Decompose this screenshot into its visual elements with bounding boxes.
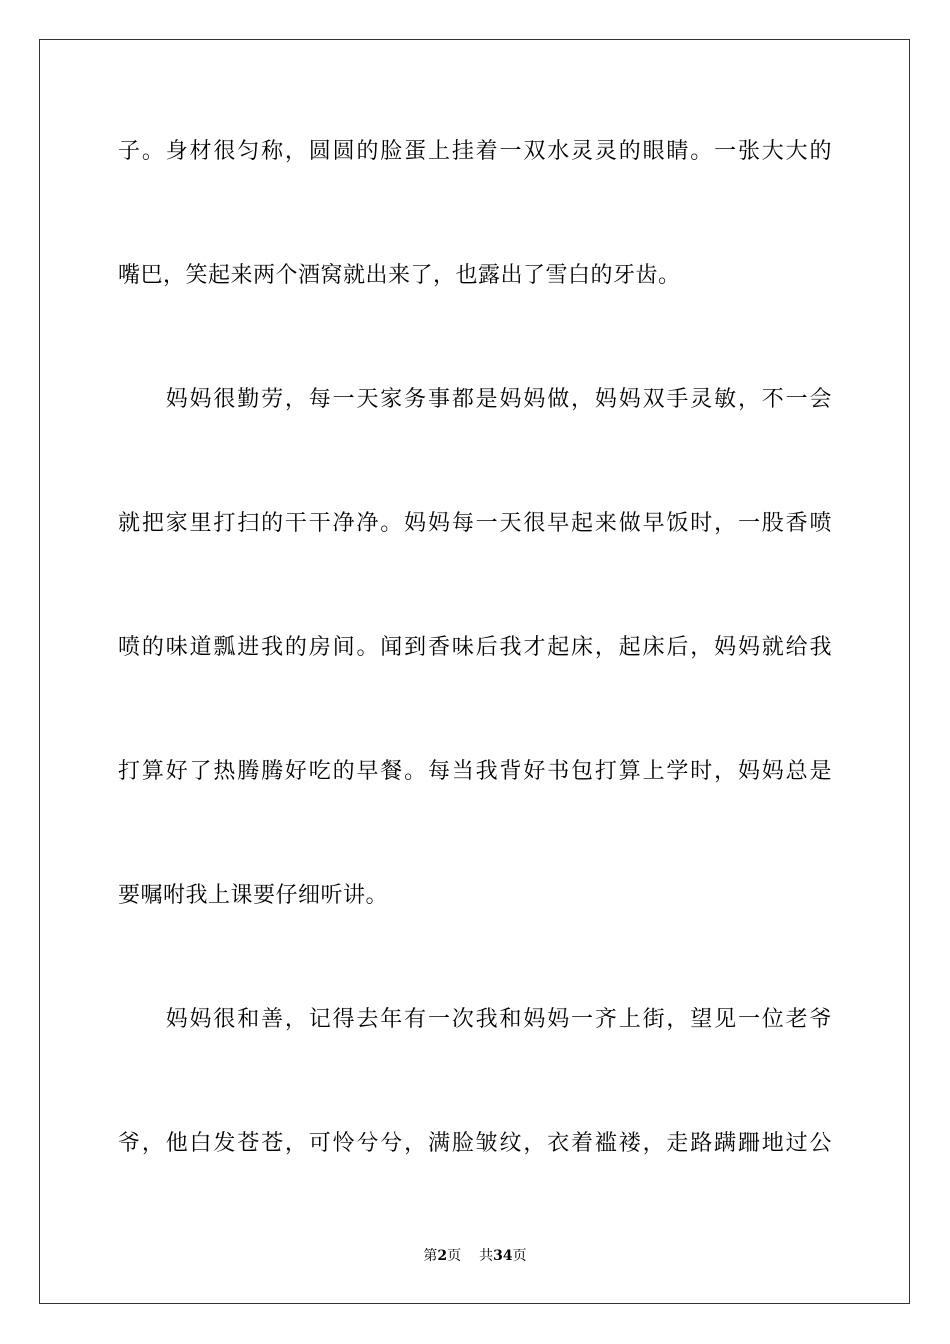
text-line: 打算好了热腾腾好吃的早餐。每当我背好书包打算上学时，妈妈总是 [118,759,832,784]
total-suffix: 页 [512,1248,527,1264]
text-line: 妈妈很和善，记得去年有一次我和妈妈一齐上街，望见一位老爷 [118,1007,832,1032]
text-line: 喷的味道瓢进我的房间。闻到香味后我才起床，起床后，妈妈就给我 [118,635,832,660]
page-number: 2 [437,1248,448,1264]
text-line: 子。身材很匀称，圆圆的脸蛋上挂着一双水灵灵的眼睛。一张大大的 [118,139,832,164]
text-line: 妈妈很勤劳，每一天家务事都是妈妈做，妈妈双手灵敏，不一会 [118,387,832,412]
page-border [39,39,910,1304]
page-footer [0,1247,950,1265]
text-line: 嘴巴，笑起来两个酒窝就出来了，也露出了雪白的牙齿。 [118,263,681,288]
total-prefix: 共 [479,1248,494,1264]
text-line: 要嘱咐我上课要仔细听讲。 [118,883,389,908]
text-line: 爷，他白发苍苍，可怜兮兮，满脸皱纹，衣着褴褛，走路蹒跚地过公 [118,1131,832,1156]
text-line: 就把家里打扫的干干净净。妈妈每一天很早起来做早饭时，一股香喷 [118,511,832,536]
page-prefix: 第 [423,1248,438,1264]
total-pages: 34 [493,1248,513,1264]
page-suffix: 页 [447,1248,462,1264]
